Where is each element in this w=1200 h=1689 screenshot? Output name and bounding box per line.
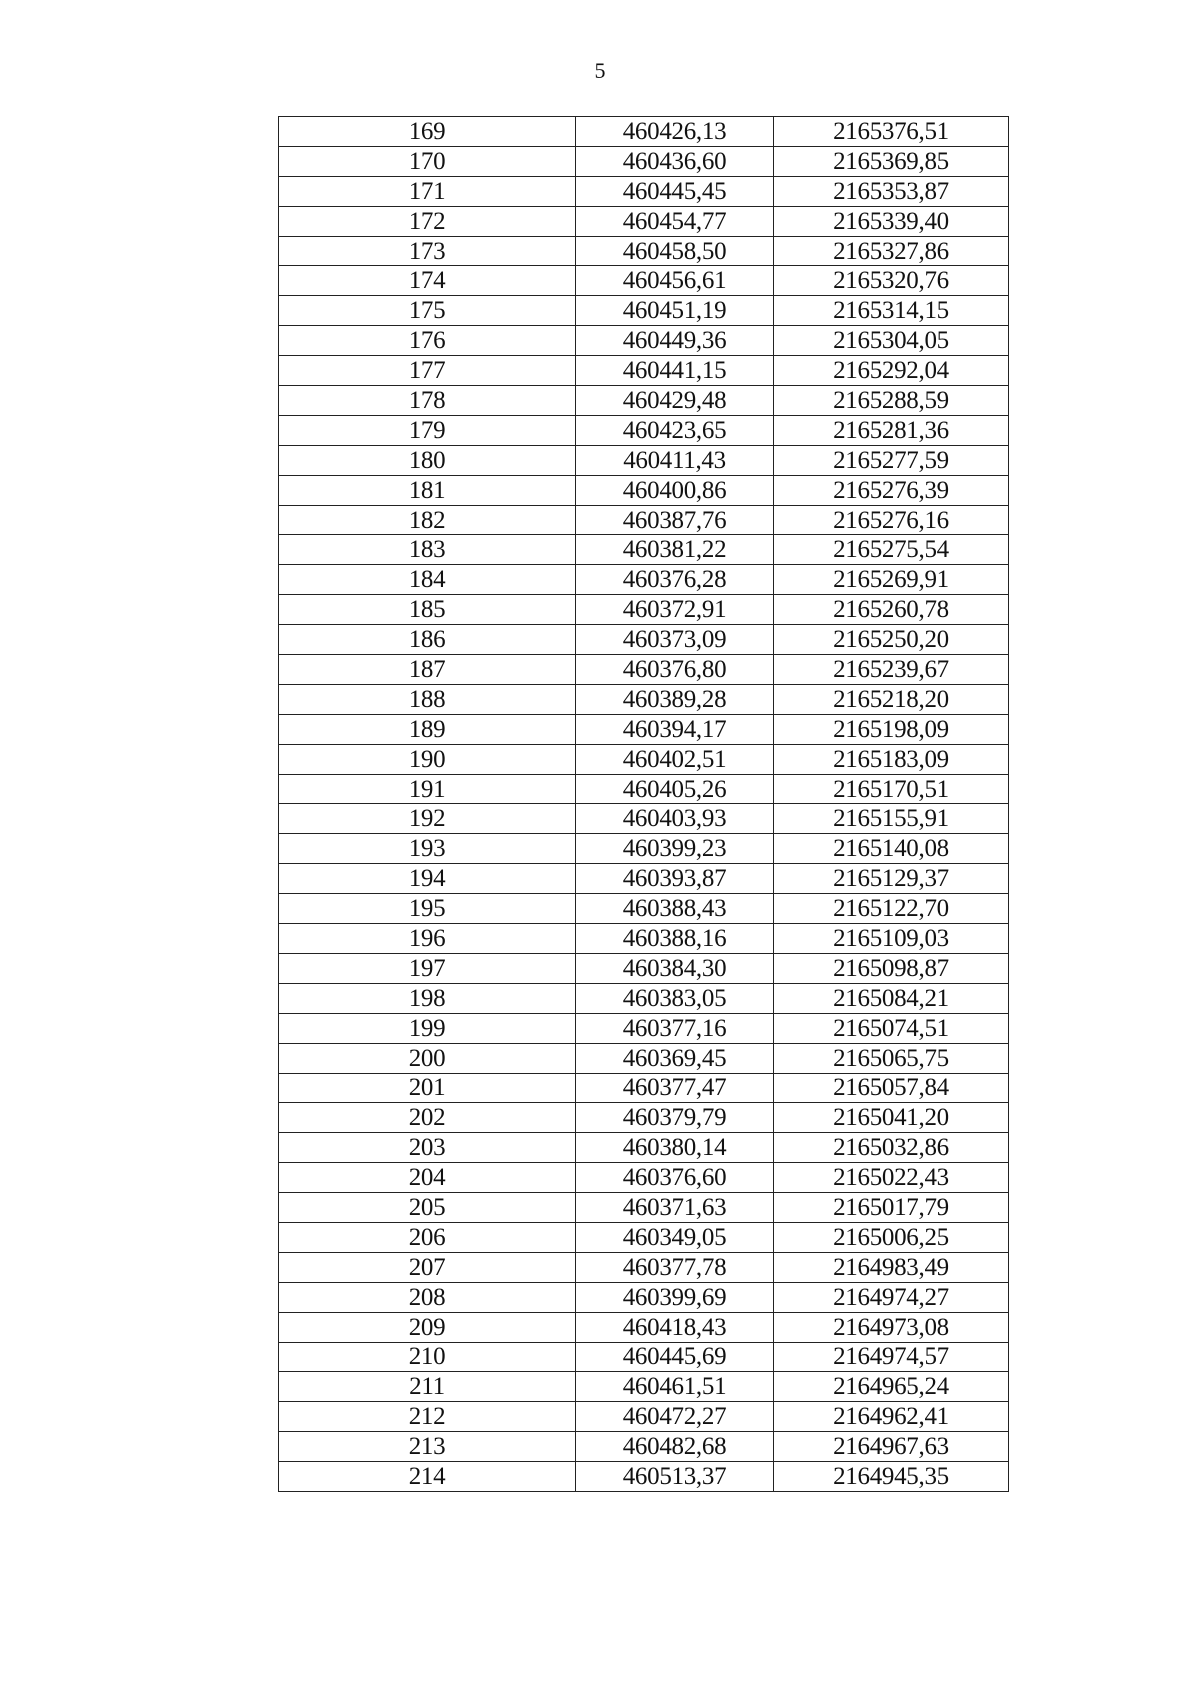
table-row: [279, 595, 1009, 625]
table-row: [279, 684, 1009, 714]
y-coordinate-cell: 2165006,25: [774, 1222, 1009, 1252]
table-row: [279, 864, 1009, 894]
point-number-cell: 209: [279, 1312, 576, 1342]
x-coordinate-cell: 460377,16: [576, 1013, 774, 1043]
x-coordinate-cell: 460461,51: [576, 1372, 774, 1402]
point-number-cell: 172: [279, 206, 576, 236]
point-number-cell: 176: [279, 326, 576, 356]
point-number-cell: 173: [279, 236, 576, 266]
x-coordinate-cell: 460369,45: [576, 1043, 774, 1073]
y-coordinate-cell: 2165276,39: [774, 475, 1009, 505]
table-row: [279, 804, 1009, 834]
point-number-cell: 202: [279, 1103, 576, 1133]
x-coordinate-cell: 460371,63: [576, 1193, 774, 1223]
table-row: [279, 774, 1009, 804]
x-coordinate-cell: 460376,28: [576, 565, 774, 595]
y-coordinate-cell: 2165275,54: [774, 535, 1009, 565]
table-row: [279, 1043, 1009, 1073]
point-number-cell: 188: [279, 684, 576, 714]
y-coordinate-cell: 2165369,85: [774, 146, 1009, 176]
table-row: [279, 1163, 1009, 1193]
coordinates-table-body: [279, 117, 1009, 1492]
y-coordinate-cell: 2164962,41: [774, 1402, 1009, 1432]
x-coordinate-cell: 460372,91: [576, 595, 774, 625]
point-number-cell: 170: [279, 146, 576, 176]
point-number-cell: 171: [279, 176, 576, 206]
y-coordinate-cell: 2165140,08: [774, 834, 1009, 864]
point-number-cell: 184: [279, 565, 576, 595]
y-coordinate-cell: 2165129,37: [774, 864, 1009, 894]
table-row: [279, 1222, 1009, 1252]
point-number-cell: 169: [279, 117, 576, 147]
x-coordinate-cell: 460377,78: [576, 1252, 774, 1282]
table-row: [279, 1342, 1009, 1372]
point-number-cell: 189: [279, 714, 576, 744]
table-row: [279, 834, 1009, 864]
point-number-cell: 175: [279, 296, 576, 326]
point-number-cell: 185: [279, 595, 576, 625]
x-coordinate-cell: 460441,15: [576, 356, 774, 386]
x-coordinate-cell: 460423,65: [576, 415, 774, 445]
point-number-cell: 180: [279, 445, 576, 475]
x-coordinate-cell: 460379,79: [576, 1103, 774, 1133]
y-coordinate-cell: 2165074,51: [774, 1013, 1009, 1043]
x-coordinate-cell: 460389,28: [576, 684, 774, 714]
x-coordinate-cell: 460454,77: [576, 206, 774, 236]
page-number: 5: [594, 58, 606, 83]
table-row: [279, 535, 1009, 565]
x-coordinate-cell: 460403,93: [576, 804, 774, 834]
point-number-cell: 191: [279, 774, 576, 804]
table-row: [279, 983, 1009, 1013]
point-number-cell: 205: [279, 1193, 576, 1223]
y-coordinate-cell: 2165041,20: [774, 1103, 1009, 1133]
x-coordinate-cell: 460394,17: [576, 714, 774, 744]
x-coordinate-cell: 460373,09: [576, 625, 774, 655]
point-number-cell: 211: [279, 1372, 576, 1402]
table-row: [279, 714, 1009, 744]
x-coordinate-cell: 460399,23: [576, 834, 774, 864]
point-number-cell: 193: [279, 834, 576, 864]
table-row: [279, 475, 1009, 505]
y-coordinate-cell: 2165376,51: [774, 117, 1009, 147]
table-row: [279, 565, 1009, 595]
table-row: [279, 744, 1009, 774]
table-row: [279, 206, 1009, 236]
coordinates-table: [278, 116, 1009, 1492]
table-row: [279, 1462, 1009, 1492]
x-coordinate-cell: 460445,45: [576, 176, 774, 206]
point-number-cell: 201: [279, 1073, 576, 1103]
y-coordinate-cell: 2165098,87: [774, 953, 1009, 983]
y-coordinate-cell: 2164967,63: [774, 1432, 1009, 1462]
table-row: [279, 356, 1009, 386]
y-coordinate-cell: 2165170,51: [774, 774, 1009, 804]
x-coordinate-cell: 460376,80: [576, 655, 774, 685]
y-coordinate-cell: 2165314,15: [774, 296, 1009, 326]
y-coordinate-cell: 2165288,59: [774, 386, 1009, 416]
table-row: [279, 1073, 1009, 1103]
y-coordinate-cell: 2165057,84: [774, 1073, 1009, 1103]
point-number-cell: 207: [279, 1252, 576, 1282]
y-coordinate-cell: 2165260,78: [774, 595, 1009, 625]
point-number-cell: 179: [279, 415, 576, 445]
x-coordinate-cell: 460418,43: [576, 1312, 774, 1342]
x-coordinate-cell: 460377,47: [576, 1073, 774, 1103]
y-coordinate-cell: 2165353,87: [774, 176, 1009, 206]
point-number-cell: 208: [279, 1282, 576, 1312]
table-row: [279, 953, 1009, 983]
point-number-cell: 206: [279, 1222, 576, 1252]
table-row: [279, 146, 1009, 176]
table-row: [279, 1432, 1009, 1462]
point-number-cell: 181: [279, 475, 576, 505]
table-row: [279, 1282, 1009, 1312]
y-coordinate-cell: 2165320,76: [774, 266, 1009, 296]
table-row: [279, 176, 1009, 206]
point-number-cell: 178: [279, 386, 576, 416]
table-row: [279, 1372, 1009, 1402]
x-coordinate-cell: 460388,16: [576, 924, 774, 954]
y-coordinate-cell: 2165017,79: [774, 1193, 1009, 1223]
table-row: [279, 655, 1009, 685]
y-coordinate-cell: 2164974,57: [774, 1342, 1009, 1372]
point-number-cell: 182: [279, 505, 576, 535]
x-coordinate-cell: 460513,37: [576, 1462, 774, 1492]
x-coordinate-cell: 460456,61: [576, 266, 774, 296]
point-number-cell: 197: [279, 953, 576, 983]
x-coordinate-cell: 460436,60: [576, 146, 774, 176]
y-coordinate-cell: 2165155,91: [774, 804, 1009, 834]
y-coordinate-cell: 2165218,20: [774, 684, 1009, 714]
y-coordinate-cell: 2165084,21: [774, 983, 1009, 1013]
y-coordinate-cell: 2165198,09: [774, 714, 1009, 744]
x-coordinate-cell: 460384,30: [576, 953, 774, 983]
table-row: [279, 117, 1009, 147]
table-row: [279, 1252, 1009, 1282]
table-row: [279, 415, 1009, 445]
x-coordinate-cell: 460381,22: [576, 535, 774, 565]
table-row: [279, 386, 1009, 416]
x-coordinate-cell: 460388,43: [576, 894, 774, 924]
table-row: [279, 1193, 1009, 1223]
y-coordinate-cell: 2165292,04: [774, 356, 1009, 386]
point-number-cell: 174: [279, 266, 576, 296]
table-row: [279, 445, 1009, 475]
x-coordinate-cell: 460349,05: [576, 1222, 774, 1252]
x-coordinate-cell: 460380,14: [576, 1133, 774, 1163]
x-coordinate-cell: 460451,19: [576, 296, 774, 326]
point-number-cell: 190: [279, 744, 576, 774]
table-row: [279, 236, 1009, 266]
y-coordinate-cell: 2165183,09: [774, 744, 1009, 774]
point-number-cell: 194: [279, 864, 576, 894]
x-coordinate-cell: 460411,43: [576, 445, 774, 475]
point-number-cell: 198: [279, 983, 576, 1013]
x-coordinate-cell: 460458,50: [576, 236, 774, 266]
y-coordinate-cell: 2165269,91: [774, 565, 1009, 595]
point-number-cell: 204: [279, 1163, 576, 1193]
x-coordinate-cell: 460400,86: [576, 475, 774, 505]
table-row: [279, 1133, 1009, 1163]
point-number-cell: 195: [279, 894, 576, 924]
y-coordinate-cell: 2165032,86: [774, 1133, 1009, 1163]
y-coordinate-cell: 2165281,36: [774, 415, 1009, 445]
point-number-cell: 196: [279, 924, 576, 954]
point-number-cell: 187: [279, 655, 576, 685]
point-number-cell: 203: [279, 1133, 576, 1163]
y-coordinate-cell: 2165022,43: [774, 1163, 1009, 1193]
table-row: [279, 1103, 1009, 1133]
y-coordinate-cell: 2165122,70: [774, 894, 1009, 924]
point-number-cell: 199: [279, 1013, 576, 1043]
x-coordinate-cell: 460387,76: [576, 505, 774, 535]
table-row: [279, 266, 1009, 296]
y-coordinate-cell: 2165239,67: [774, 655, 1009, 685]
y-coordinate-cell: 2165339,40: [774, 206, 1009, 236]
x-coordinate-cell: 460449,36: [576, 326, 774, 356]
x-coordinate-cell: 460383,05: [576, 983, 774, 1013]
table-row: [279, 296, 1009, 326]
y-coordinate-cell: 2165250,20: [774, 625, 1009, 655]
y-coordinate-cell: 2165327,86: [774, 236, 1009, 266]
table-row: [279, 625, 1009, 655]
table-row: [279, 505, 1009, 535]
x-coordinate-cell: 460402,51: [576, 744, 774, 774]
x-coordinate-cell: 460445,69: [576, 1342, 774, 1372]
x-coordinate-cell: 460426,13: [576, 117, 774, 147]
point-number-cell: 214: [279, 1462, 576, 1492]
x-coordinate-cell: 460399,69: [576, 1282, 774, 1312]
point-number-cell: 192: [279, 804, 576, 834]
point-number-cell: 200: [279, 1043, 576, 1073]
point-number-cell: 177: [279, 356, 576, 386]
y-coordinate-cell: 2165065,75: [774, 1043, 1009, 1073]
y-coordinate-cell: 2165304,05: [774, 326, 1009, 356]
point-number-cell: 213: [279, 1432, 576, 1462]
table-row: [279, 1402, 1009, 1432]
y-coordinate-cell: 2164965,24: [774, 1372, 1009, 1402]
y-coordinate-cell: 2164973,08: [774, 1312, 1009, 1342]
x-coordinate-cell: 460376,60: [576, 1163, 774, 1193]
x-coordinate-cell: 460429,48: [576, 386, 774, 416]
point-number-cell: 212: [279, 1402, 576, 1432]
y-coordinate-cell: 2164945,35: [774, 1462, 1009, 1492]
y-coordinate-cell: 2165276,16: [774, 505, 1009, 535]
table-row: [279, 894, 1009, 924]
y-coordinate-cell: 2164974,27: [774, 1282, 1009, 1312]
x-coordinate-cell: 460405,26: [576, 774, 774, 804]
x-coordinate-cell: 460393,87: [576, 864, 774, 894]
y-coordinate-cell: 2164983,49: [774, 1252, 1009, 1282]
point-number-cell: 210: [279, 1342, 576, 1372]
table-row: [279, 1312, 1009, 1342]
table-row: [279, 326, 1009, 356]
table-row: [279, 924, 1009, 954]
table-row: [279, 1013, 1009, 1043]
point-number-cell: 183: [279, 535, 576, 565]
x-coordinate-cell: 460472,27: [576, 1402, 774, 1432]
point-number-cell: 186: [279, 625, 576, 655]
y-coordinate-cell: 2165277,59: [774, 445, 1009, 475]
y-coordinate-cell: 2165109,03: [774, 924, 1009, 954]
x-coordinate-cell: 460482,68: [576, 1432, 774, 1462]
